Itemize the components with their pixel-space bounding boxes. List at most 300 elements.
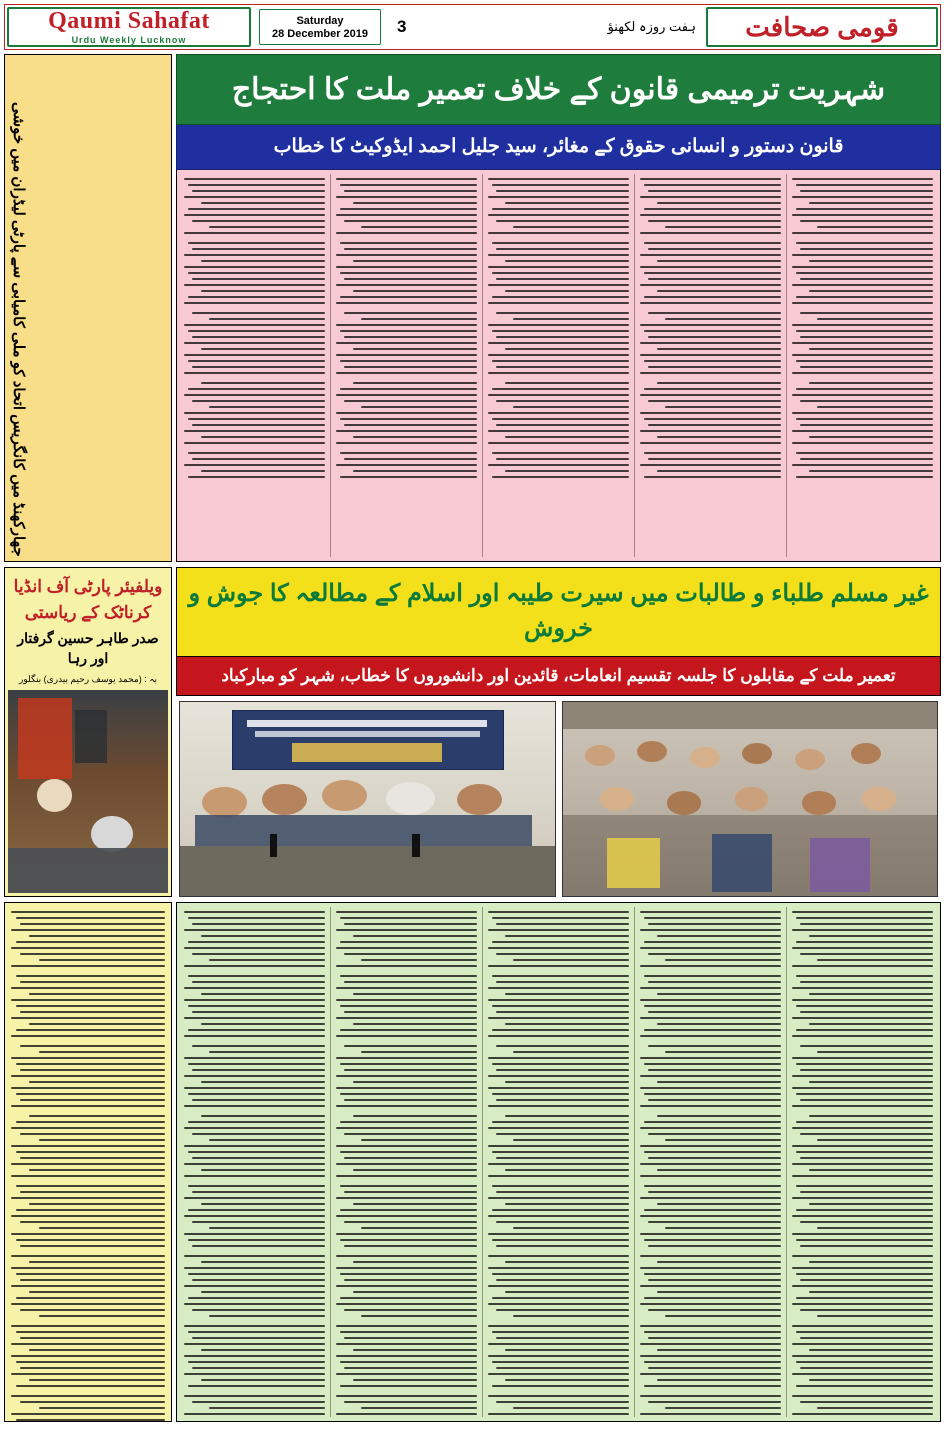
text-line [809, 290, 933, 292]
text-line [11, 1303, 165, 1305]
issue-date-value: 28 December 2019 [272, 27, 369, 40]
red-subheadline: تعمیر ملت کے مقابلوں کا جلسہ تقسیم انعامات، قائدین اور دانشوروں کا خطاب، شہر کو مبارکباد [176, 657, 941, 697]
text-line [184, 1057, 325, 1059]
text-line [644, 975, 781, 977]
text-line [488, 342, 629, 344]
text-line [336, 412, 477, 414]
audience-head [851, 743, 881, 764]
lead-headline: شہریت ترمیمی قانون کے خلاف تعمیر ملت کا احتجاج [176, 54, 941, 125]
banner-text-line [255, 731, 480, 737]
text-line [184, 1175, 325, 1177]
text-line [488, 1413, 629, 1415]
text-line [16, 1419, 165, 1421]
text-line [644, 452, 781, 454]
text-line [792, 1035, 933, 1037]
column-divider [786, 907, 787, 1417]
text-line [640, 342, 781, 344]
text-line [336, 1343, 477, 1345]
text-line [184, 1145, 325, 1147]
text-line [644, 1005, 781, 1007]
text-line [344, 923, 477, 925]
text-line [340, 917, 477, 919]
text-line [492, 418, 629, 420]
text-line [340, 360, 477, 362]
text-line [809, 1023, 933, 1025]
text-line [188, 184, 325, 186]
text-line [492, 1121, 629, 1123]
text-line [336, 947, 477, 949]
text-line [796, 975, 933, 977]
text-line [488, 1105, 629, 1107]
text-line [11, 1355, 165, 1357]
text-line [657, 1169, 781, 1171]
text-line [184, 1075, 325, 1077]
text-line [11, 1197, 165, 1199]
text-line [640, 284, 781, 286]
text-line [20, 923, 165, 925]
text-line [16, 1239, 165, 1241]
text-line [192, 1279, 325, 1281]
text-line [39, 1315, 165, 1317]
text-line [657, 260, 781, 262]
text-line [488, 1395, 629, 1397]
text-line [648, 336, 781, 338]
text-line [336, 1355, 477, 1357]
text-line [361, 1139, 477, 1141]
text-line [492, 1297, 629, 1299]
text-line [353, 290, 477, 292]
text-line [800, 1045, 933, 1047]
text-line [488, 266, 629, 268]
text-line [800, 1367, 933, 1369]
welfare-byline: بہ : (محمد یوسف رحیم بیدری) بنگلور [19, 674, 157, 685]
text-line [657, 993, 781, 995]
text-line [340, 452, 477, 454]
text-line [796, 941, 933, 943]
text-line [800, 1401, 933, 1403]
text-line [492, 1029, 629, 1031]
text-line [16, 1331, 165, 1333]
text-line [792, 1325, 933, 1327]
text-line [184, 1215, 325, 1217]
text-line [640, 929, 781, 931]
text-line [496, 366, 629, 368]
text-line [505, 1379, 629, 1381]
text-line [184, 178, 325, 180]
text-line [201, 1379, 325, 1381]
text-line [20, 1157, 165, 1159]
text-line [184, 1255, 325, 1257]
text-line [640, 394, 781, 396]
text-line [11, 1343, 165, 1345]
text-line [336, 1373, 477, 1375]
text-line [800, 1157, 933, 1159]
text-line [192, 1045, 325, 1047]
text-line [492, 1239, 629, 1241]
text-line [513, 318, 629, 320]
text-line [792, 1075, 933, 1077]
audience-head [667, 791, 701, 814]
text-line [492, 1151, 629, 1153]
text-line [513, 1139, 629, 1141]
text-line [648, 981, 781, 983]
text-line [336, 1105, 477, 1107]
text-line [800, 1069, 933, 1071]
panelist-head [322, 780, 367, 811]
text-line [809, 382, 933, 384]
text-line [353, 1379, 477, 1381]
text-line [184, 430, 325, 432]
text-line [184, 266, 325, 268]
text-line [16, 1361, 165, 1363]
text-line [657, 1203, 781, 1205]
text-line [209, 226, 325, 228]
text-line [792, 430, 933, 432]
text-line [640, 1057, 781, 1059]
text-line [209, 1407, 325, 1409]
paper-name: Qaumi Sahafat [48, 8, 210, 34]
text-line [488, 965, 629, 967]
text-line [11, 929, 165, 931]
text-line [809, 436, 933, 438]
text-line [39, 959, 165, 961]
lead-body-column [635, 174, 786, 557]
text-line [796, 184, 933, 186]
text-line [817, 959, 933, 961]
text-line [505, 1115, 629, 1117]
text-line [640, 266, 781, 268]
text-line [800, 220, 933, 222]
text-line [201, 1115, 325, 1117]
text-line [648, 220, 781, 222]
audience-photo [562, 701, 939, 897]
text-line [640, 178, 781, 180]
text-line [184, 929, 325, 931]
text-line [644, 1297, 781, 1299]
text-line [192, 981, 325, 983]
text-line [336, 232, 477, 234]
text-line [188, 1005, 325, 1007]
text-line [11, 1163, 165, 1165]
text-line [192, 312, 325, 314]
tameer-story-body [176, 902, 941, 1422]
text-line [16, 917, 165, 919]
text-line [800, 336, 933, 338]
text-line [513, 1051, 629, 1053]
welfare-party-story [4, 567, 172, 897]
text-line [192, 458, 325, 460]
text-line [657, 348, 781, 350]
text-line [184, 1035, 325, 1037]
text-line [344, 312, 477, 314]
text-line [11, 965, 165, 967]
text-line [492, 476, 629, 478]
text-line [492, 388, 629, 390]
story-body-column [331, 907, 482, 1417]
text-line [657, 1349, 781, 1351]
text-line [361, 959, 477, 961]
text-line [800, 424, 933, 426]
text-line [640, 302, 781, 304]
text-line [792, 1373, 933, 1375]
fire-rescue-photo [8, 690, 168, 893]
text-line [496, 1245, 629, 1247]
panelist-bodies [195, 815, 532, 846]
text-line [11, 1057, 165, 1059]
text-line [800, 1245, 933, 1247]
text-line [188, 1121, 325, 1123]
text-line [192, 1099, 325, 1101]
text-line [488, 1163, 629, 1165]
text-line [640, 354, 781, 356]
text-line [192, 1191, 325, 1193]
text-line [800, 458, 933, 460]
text-line [488, 372, 629, 374]
text-line [16, 1273, 165, 1275]
text-line [496, 424, 629, 426]
text-line [644, 296, 781, 298]
text-line [800, 1011, 933, 1013]
text-line [492, 452, 629, 454]
text-line [340, 1005, 477, 1007]
text-line [29, 1203, 165, 1205]
text-line [640, 1017, 781, 1019]
text-line [792, 1355, 933, 1357]
text-line [792, 324, 933, 326]
text-line [209, 1051, 325, 1053]
text-line [648, 190, 781, 192]
text-line [488, 284, 629, 286]
text-line [184, 1105, 325, 1107]
text-line [488, 1057, 629, 1059]
text-line [16, 1063, 165, 1065]
text-line [800, 1191, 933, 1193]
text-line [336, 342, 477, 344]
text-line [188, 476, 325, 478]
text-line [488, 442, 629, 444]
text-line [353, 348, 477, 350]
text-line [792, 442, 933, 444]
text-line [340, 1239, 477, 1241]
text-line [488, 1215, 629, 1217]
text-line [792, 266, 933, 268]
text-line [657, 436, 781, 438]
text-line [792, 1017, 933, 1019]
text-line [20, 1337, 165, 1339]
text-line [488, 1127, 629, 1129]
text-line [16, 1005, 165, 1007]
text-line [39, 1139, 165, 1141]
text-line [192, 400, 325, 402]
text-line [184, 1087, 325, 1089]
text-line [488, 302, 629, 304]
issue-date [259, 9, 381, 45]
text-line [184, 372, 325, 374]
text-line [640, 1355, 781, 1357]
text-line [644, 242, 781, 244]
text-line [11, 947, 165, 949]
text-line [11, 1175, 165, 1177]
text-line [336, 965, 477, 967]
text-line [809, 1291, 933, 1293]
text-line [16, 1121, 165, 1123]
text-line [488, 1373, 629, 1375]
text-line [336, 999, 477, 1001]
text-line [800, 1221, 933, 1223]
text-line [488, 1355, 629, 1357]
story-body-column [787, 907, 938, 1417]
text-line [505, 1291, 629, 1293]
lead-body-column [787, 174, 938, 557]
text-line [209, 959, 325, 961]
text-line [644, 1185, 781, 1187]
text-line [192, 336, 325, 338]
text-line [657, 470, 781, 472]
text-line [488, 214, 629, 216]
text-line [344, 278, 477, 280]
banner-emblem [292, 743, 442, 762]
text-line [340, 1093, 477, 1095]
text-line [640, 372, 781, 374]
text-line [16, 1385, 165, 1387]
text-line [188, 1273, 325, 1275]
text-line [336, 266, 477, 268]
text-line [336, 1075, 477, 1077]
text-line [488, 1075, 629, 1077]
text-line [336, 464, 477, 466]
text-line [340, 296, 477, 298]
text-line [184, 196, 325, 198]
text-line [188, 360, 325, 362]
text-line [29, 935, 165, 937]
text-line [792, 196, 933, 198]
text-line [336, 372, 477, 374]
text-line [505, 1169, 629, 1171]
text-line [665, 1407, 781, 1409]
text-line [796, 1385, 933, 1387]
text-line [340, 330, 477, 332]
text-line [11, 1145, 165, 1147]
text-line [492, 1093, 629, 1095]
text-line [192, 923, 325, 925]
text-line [29, 1261, 165, 1263]
text-line [796, 1297, 933, 1299]
text-line [505, 470, 629, 472]
text-line [648, 312, 781, 314]
text-line [492, 1331, 629, 1333]
text-line [496, 220, 629, 222]
text-line [188, 1063, 325, 1065]
column-divider [482, 907, 483, 1417]
text-line [11, 999, 165, 1001]
text-line [29, 1379, 165, 1381]
text-line [188, 1151, 325, 1153]
text-line [340, 1273, 477, 1275]
text-line [800, 953, 933, 955]
text-line [800, 1099, 933, 1101]
text-line [488, 1255, 629, 1257]
text-line [796, 1331, 933, 1333]
text-line [496, 336, 629, 338]
text-line [29, 993, 165, 995]
text-line [184, 1163, 325, 1165]
text-line [800, 190, 933, 192]
text-line [353, 436, 477, 438]
text-line [20, 1133, 165, 1135]
text-line [344, 366, 477, 368]
text-line [11, 1285, 165, 1287]
text-line [184, 1285, 325, 1287]
lead-body-column [331, 174, 482, 557]
text-line [340, 1385, 477, 1387]
text-line [505, 1023, 629, 1025]
text-line [640, 1303, 781, 1305]
text-line [29, 1023, 165, 1025]
text-line [496, 1069, 629, 1071]
text-line [648, 1245, 781, 1247]
text-line [492, 1005, 629, 1007]
text-line [336, 911, 477, 913]
text-line [640, 254, 781, 256]
text-line [796, 1029, 933, 1031]
text-line [29, 1081, 165, 1083]
text-line [496, 1191, 629, 1193]
text-line [16, 1185, 165, 1187]
story-body-column [179, 907, 330, 1417]
text-line [488, 1017, 629, 1019]
hall-wall [563, 702, 938, 729]
text-line [492, 917, 629, 919]
person-head [37, 779, 72, 811]
text-line [792, 999, 933, 1001]
vehicle-window [75, 710, 107, 763]
text-line [344, 1133, 477, 1135]
text-line [336, 430, 477, 432]
story-body-column [635, 907, 786, 1417]
text-line [640, 1087, 781, 1089]
text-line [336, 324, 477, 326]
text-line [640, 464, 781, 466]
text-line [796, 1273, 933, 1275]
text-line [644, 330, 781, 332]
periodicity-urdu: ہفت روزہ لکھنؤ [607, 19, 696, 34]
text-line [640, 1035, 781, 1037]
text-line [39, 1227, 165, 1229]
text-line [792, 1163, 933, 1165]
text-line [344, 1337, 477, 1339]
text-line [184, 232, 325, 234]
lead-body-column [179, 174, 330, 557]
text-line [640, 1413, 781, 1415]
text-line [640, 1233, 781, 1235]
text-line [657, 202, 781, 204]
text-line [188, 1029, 325, 1031]
banner-text-line [247, 720, 487, 728]
audience-head [802, 791, 836, 814]
text-line [640, 947, 781, 949]
text-line [16, 1209, 165, 1211]
page-number: 3 [397, 17, 407, 36]
text-line [792, 965, 933, 967]
audience-head [862, 787, 896, 810]
masthead-logo-urdu [706, 7, 938, 47]
text-line [184, 965, 325, 967]
text-line [336, 1325, 477, 1327]
text-line [340, 1361, 477, 1363]
text-line [344, 1099, 477, 1101]
text-line [640, 1197, 781, 1199]
text-line [496, 312, 629, 314]
